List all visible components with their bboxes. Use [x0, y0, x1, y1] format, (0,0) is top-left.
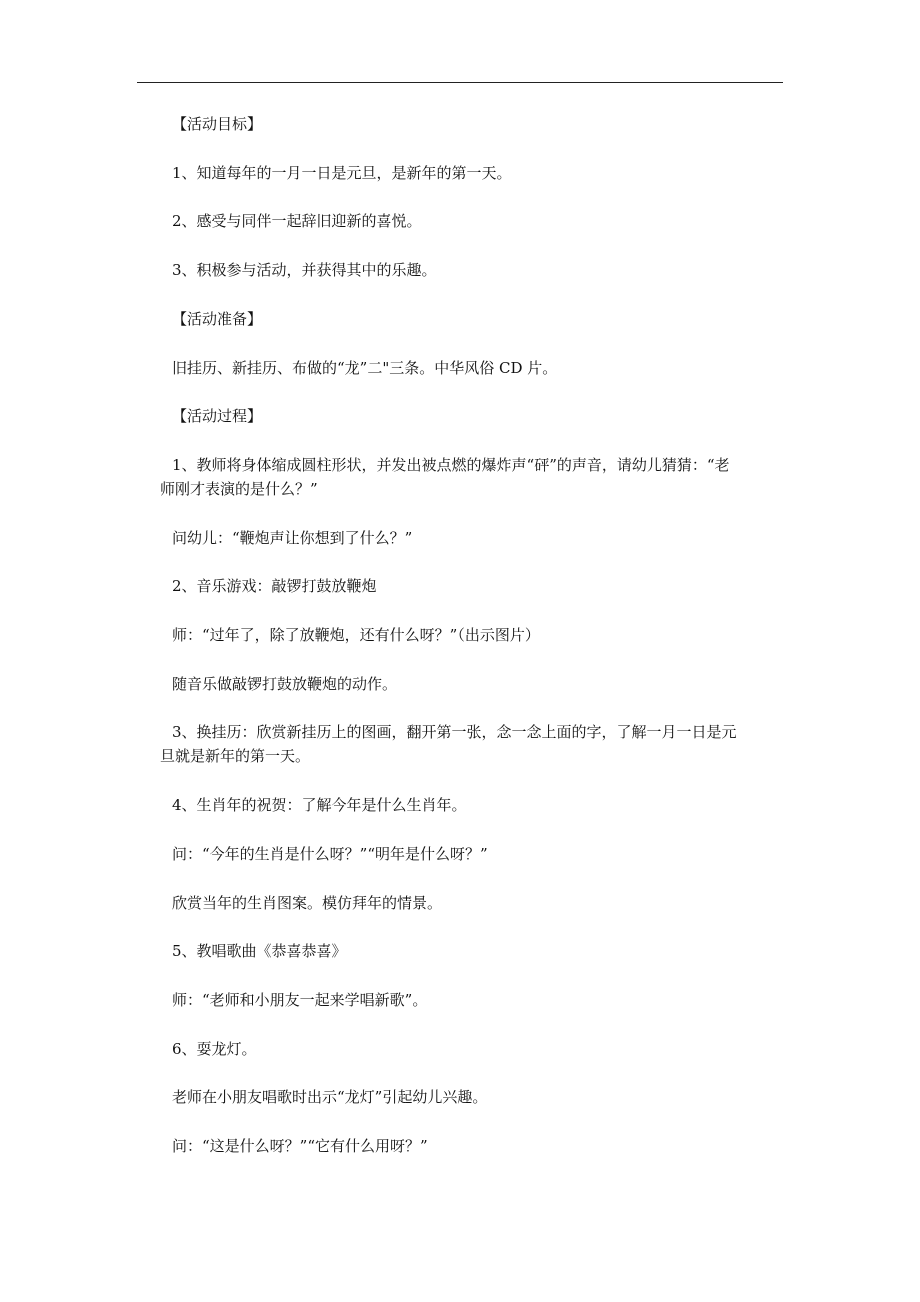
process-step-5-dialog: 师：“老师和小朋友一起来学唱新歌”。 [172, 990, 428, 1009]
process-step-4-action: 欣赏当年的生肖图案。模仿拜年的情景。 [172, 893, 443, 912]
process-step-4: 4、生肖年的祝贺：了解今年是什么生肖年。 [172, 796, 467, 815]
process-step-1-question: 问幼儿：“鞭炮声让你想到了什么？” [172, 528, 413, 547]
prep-materials: 旧挂历、新挂历、布做的“龙”二"三条。中华风俗 CD 片。 [172, 358, 558, 377]
process-heading: 【活动过程】 [172, 407, 263, 426]
process-step-4-question: 问：“今年的生肖是什么呀？”“明年是什么呀？” [172, 844, 488, 863]
header-rule [137, 82, 783, 83]
goal-item-3: 3、积极参与活动，并获得其中的乐趣。 [172, 261, 437, 280]
process-step-2: 2、音乐游戏：敲锣打鼓放鞭炮 [172, 577, 377, 596]
process-step-2-action: 随音乐做敲锣打鼓放鞭炮的动作。 [172, 674, 398, 693]
process-step-1-line2: 师刚才表演的是什么？” [160, 479, 318, 498]
process-step-3-line1: 3、换挂历：欣赏新挂历上的图画，翻开第一张，念一念上面的字，了解一月一日是元 [172, 723, 737, 742]
goal-heading: 【活动目标】 [172, 115, 263, 133]
process-step-2-question: 师：“过年了，除了放鞭炮，还有什么呀？”（出示图片） [172, 626, 540, 644]
process-step-1-line1: 1、教师将身体缩成圆柱形状，并发出被点燃的爆炸声“砰”的声音，请幼儿猜猜：“老 [172, 455, 730, 474]
goal-item-2: 2、感受与同伴一起辞旧迎新的喜悦。 [172, 212, 422, 231]
prep-heading: 【活动准备】 [172, 309, 263, 328]
goal-item-1: 1、知道每年的一月一日是元旦，是新年的第一天。 [172, 163, 512, 182]
process-step-6: 6、耍龙灯。 [172, 1039, 257, 1058]
process-step-1 [160, 453, 784, 501]
process-step-6-action: 老师在小朋友唱歌时出示“龙灯”引起幼儿兴趣。 [172, 1088, 488, 1107]
process-step-5: 5、教唱歌曲《恭喜恭喜》 [172, 942, 347, 961]
process-step-3 [160, 720, 784, 768]
document-body [160, 112, 784, 1183]
process-step-3-line2: 旦就是新年的第一天。 [160, 747, 311, 766]
process-step-6-question: 问：“这是什么呀？”“它有什么用呀？” [172, 1137, 428, 1155]
